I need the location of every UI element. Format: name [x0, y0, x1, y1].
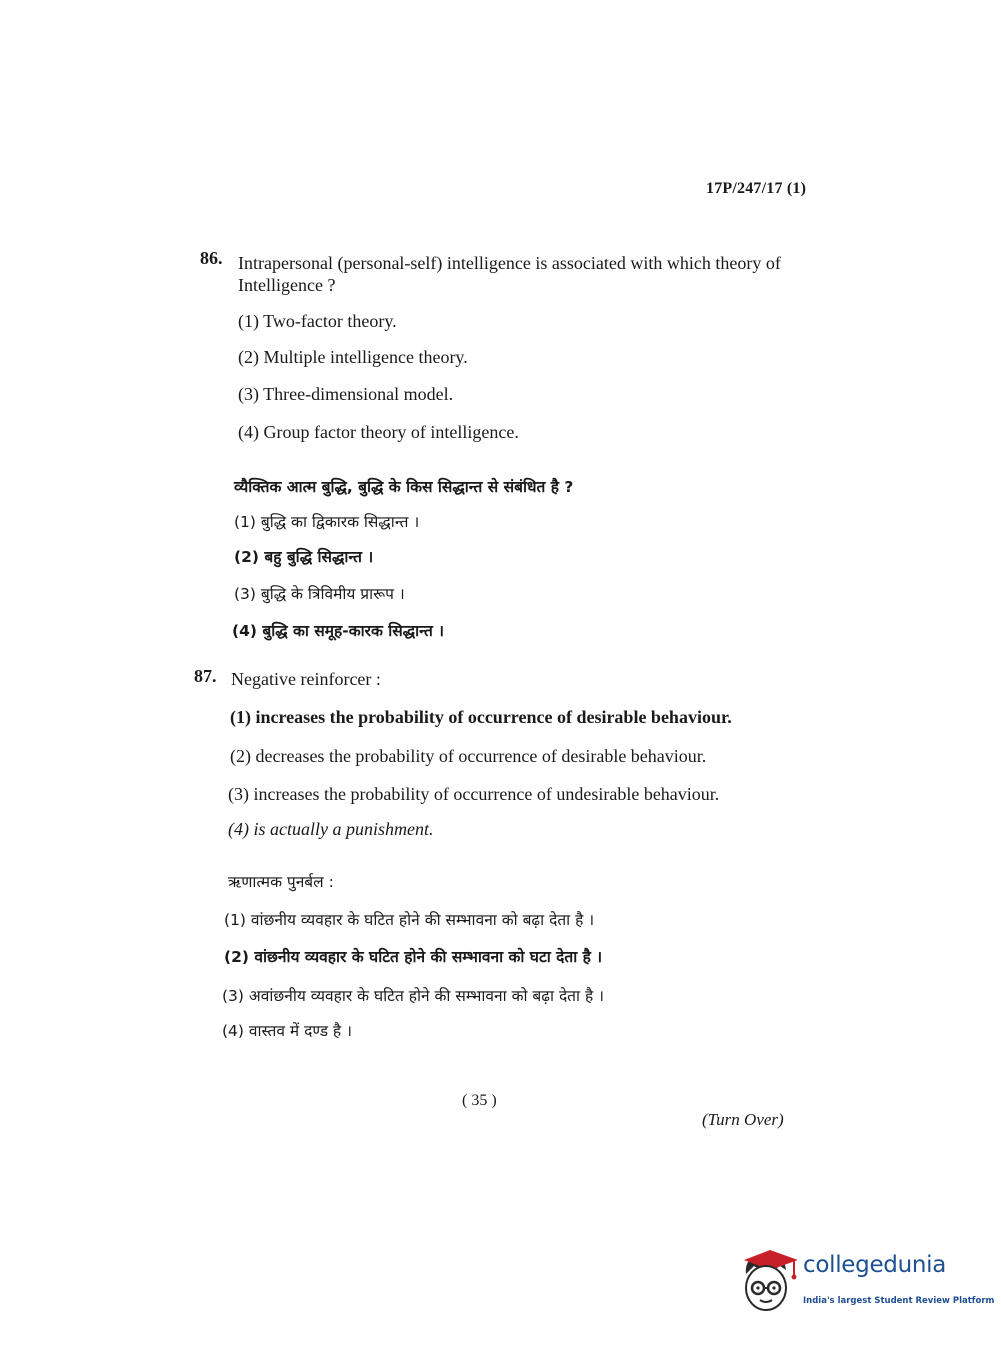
page-code: 17P/247/17 (1) — [706, 180, 807, 197]
hindi-option-1: (1) वांछनीय व्यवहार के घटित होने की सम्भावना को बढ़ा देता है । — [224, 911, 595, 929]
question-number: 87. — [194, 666, 217, 686]
hindi-option-4: (4) बुद्धि का समूह-कारक सिद्धान्त । — [232, 622, 445, 640]
hindi-option-3: (3) बुद्धि के त्रिविमीय प्रारूप । — [234, 585, 405, 603]
hindi-question-stem: ऋणात्मक पुनर्बल : — [228, 873, 334, 891]
option-2: (2) Multiple intelligence theory. — [238, 347, 468, 367]
option-3: (3) increases the probability of occurrence of undesirable behaviour. — [228, 784, 720, 804]
option-1: (1) increases the probability of occurrence of desirable behaviour. — [230, 707, 732, 727]
option-1: (1) Two-factor theory. — [238, 311, 397, 331]
collegedunia-logo — [740, 1248, 995, 1318]
hindi-option-1: (1) बुद्धि का द्विकारक सिद्धान्त । — [234, 513, 420, 531]
student-mascot-icon — [740, 1248, 800, 1314]
question-number: 86. — [200, 248, 223, 268]
hindi-option-3: (3) अवांछनीय व्यवहार के घटित होने की सम्भावना को बढ़ा देता है । — [222, 987, 604, 1005]
logo-tagline: India's largest Student Review Platform — [803, 1296, 995, 1306]
option-4: (4) is actually a punishment. — [228, 819, 434, 839]
page-number: ( 35 ) — [462, 1092, 497, 1109]
question-stem: Negative reinforcer : — [231, 669, 381, 689]
hindi-option-2: (2) बहु बुद्धि सिद्धान्त । — [234, 548, 374, 566]
option-2: (2) decreases the probability of occurrence of desirable behaviour. — [230, 746, 707, 766]
hindi-option-4: (4) वास्तव में दण्ड है । — [222, 1022, 352, 1040]
logo-name: collegedunia — [803, 1252, 947, 1278]
hindi-question-stem: व्यैक्तिक आत्म बुद्धि, बुद्धि के किस सिद्धान्त से संबंधित है ? — [234, 478, 574, 496]
turn-over-note: (Turn Over) — [702, 1110, 784, 1129]
option-3: (3) Three-dimensional model. — [238, 384, 454, 404]
hindi-option-2: (2) वांछनीय व्यवहार के घटित होने की सम्भावना को घटा देता है । — [224, 948, 603, 966]
option-4: (4) Group factor theory of intelligence. — [238, 422, 519, 442]
question-stem-continued: Intelligence ? — [238, 275, 336, 295]
question-stem: Intrapersonal (personal-self) intelligence is associated with which theory of — [238, 253, 781, 273]
